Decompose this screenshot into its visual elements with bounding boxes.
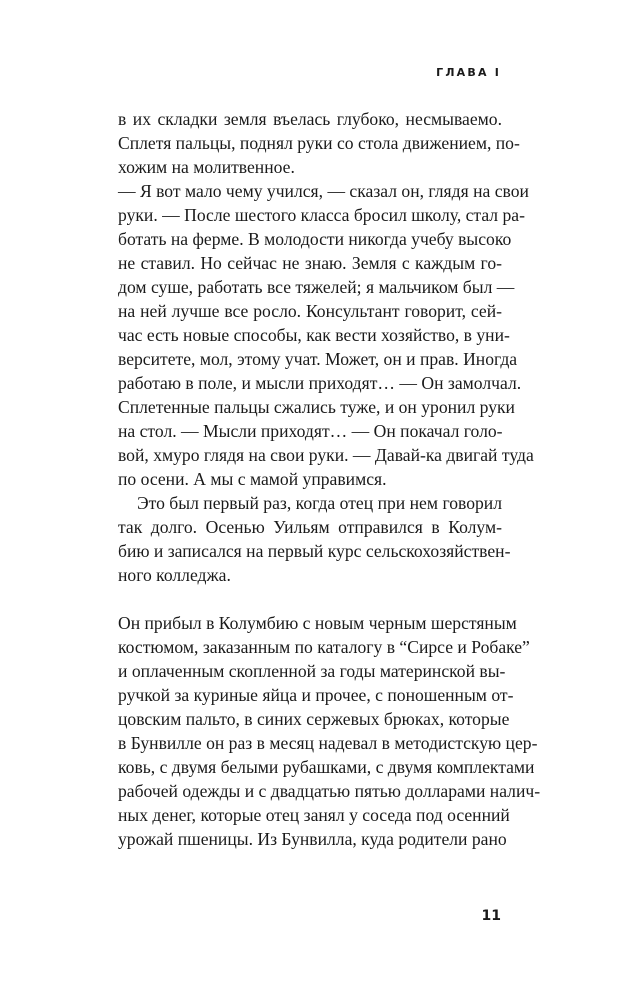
paragraph-2 <box>118 179 534 491</box>
text-line: — Я вот мало чему учился, — сказал он, глядя на свои <box>118 181 529 201</box>
text-line: в Бунвилле он раз в месяц надевал в методистскую цер- <box>118 733 538 753</box>
text-line: урожай пшеницы. Из Бунвилла, куда родители рано <box>118 829 507 849</box>
text-line: ного колледжа. <box>118 565 231 585</box>
text-line: час есть новые способы, как вести хозяйство, в уни- <box>118 325 510 345</box>
text-line: на стол. — Мысли приходят… — Он покачал голо- <box>118 421 503 441</box>
text-line: верситете, мол, этому учат. Может, он и прав. Иногда <box>118 349 518 369</box>
text-line: по осени. А мы с мамой управимся. <box>118 469 387 489</box>
text-line: бию и записался на первый курс сельскохозяйствен- <box>118 541 511 561</box>
text-line: Это был первый раз, когда отец при нем говорил <box>137 493 502 513</box>
running-head: ГЛАВА I <box>436 66 501 79</box>
text-line: рабочей одежды и с двадцатью пятью долларами налич- <box>118 781 541 801</box>
text-line: Он прибыл в Колумбию с новым черным шерстяным <box>118 613 517 633</box>
text-line: ручкой за куриные яйца и прочее, с поношенным от- <box>118 685 514 705</box>
text-line: так долго. Осенью Уильям отправился в Колум- <box>118 517 502 537</box>
paragraph-3 <box>118 491 511 587</box>
text-line: Сплетенные пальцы сжались туже, и он уронил руки <box>118 397 515 417</box>
text-line: работаю в поле, и мысли приходят… — Он замолчал. <box>118 373 522 393</box>
text-line: не ставил. Но сейчас не знаю. Земля с каждым го- <box>118 253 502 273</box>
text-line: в их складки земля въелась глубоко, несмываемо. <box>118 109 502 129</box>
paragraph-1 <box>118 107 520 179</box>
text-line: хожим на молитвенное. <box>118 157 295 177</box>
paragraph-4 <box>118 611 541 851</box>
text-line: ковь, с двумя белыми рубашками, с двумя комплектами <box>118 757 535 777</box>
text-line: костюмом, заказанным по каталогу в “Сирсе и Робаке” <box>118 637 530 657</box>
text-line: ных денег, которые отец занял у соседа под осенний <box>118 805 510 825</box>
page-number: 11 <box>481 908 501 924</box>
text-line: цовским пальто, в синих сержевых брюках, которые <box>118 709 510 729</box>
text-line: ботать на ферме. В молодости никогда учебу высоко <box>118 229 512 249</box>
text-line: и оплаченным скопленной за годы материнской вы- <box>118 661 506 681</box>
text-line: вой, хмуро глядя на свои руки. — Давай-ка двигай туда <box>118 445 534 465</box>
text-line: Сплетя пальцы, поднял руки со стола движением, по- <box>118 133 520 153</box>
text-line: дом суше, работать все тяжелей; я мальчиком был — <box>118 277 515 297</box>
text-line: на ней лучше все росло. Консультант говорит, сей- <box>118 301 502 321</box>
text-line: руки. — После шестого класса бросил школу, стал ра- <box>118 205 525 225</box>
